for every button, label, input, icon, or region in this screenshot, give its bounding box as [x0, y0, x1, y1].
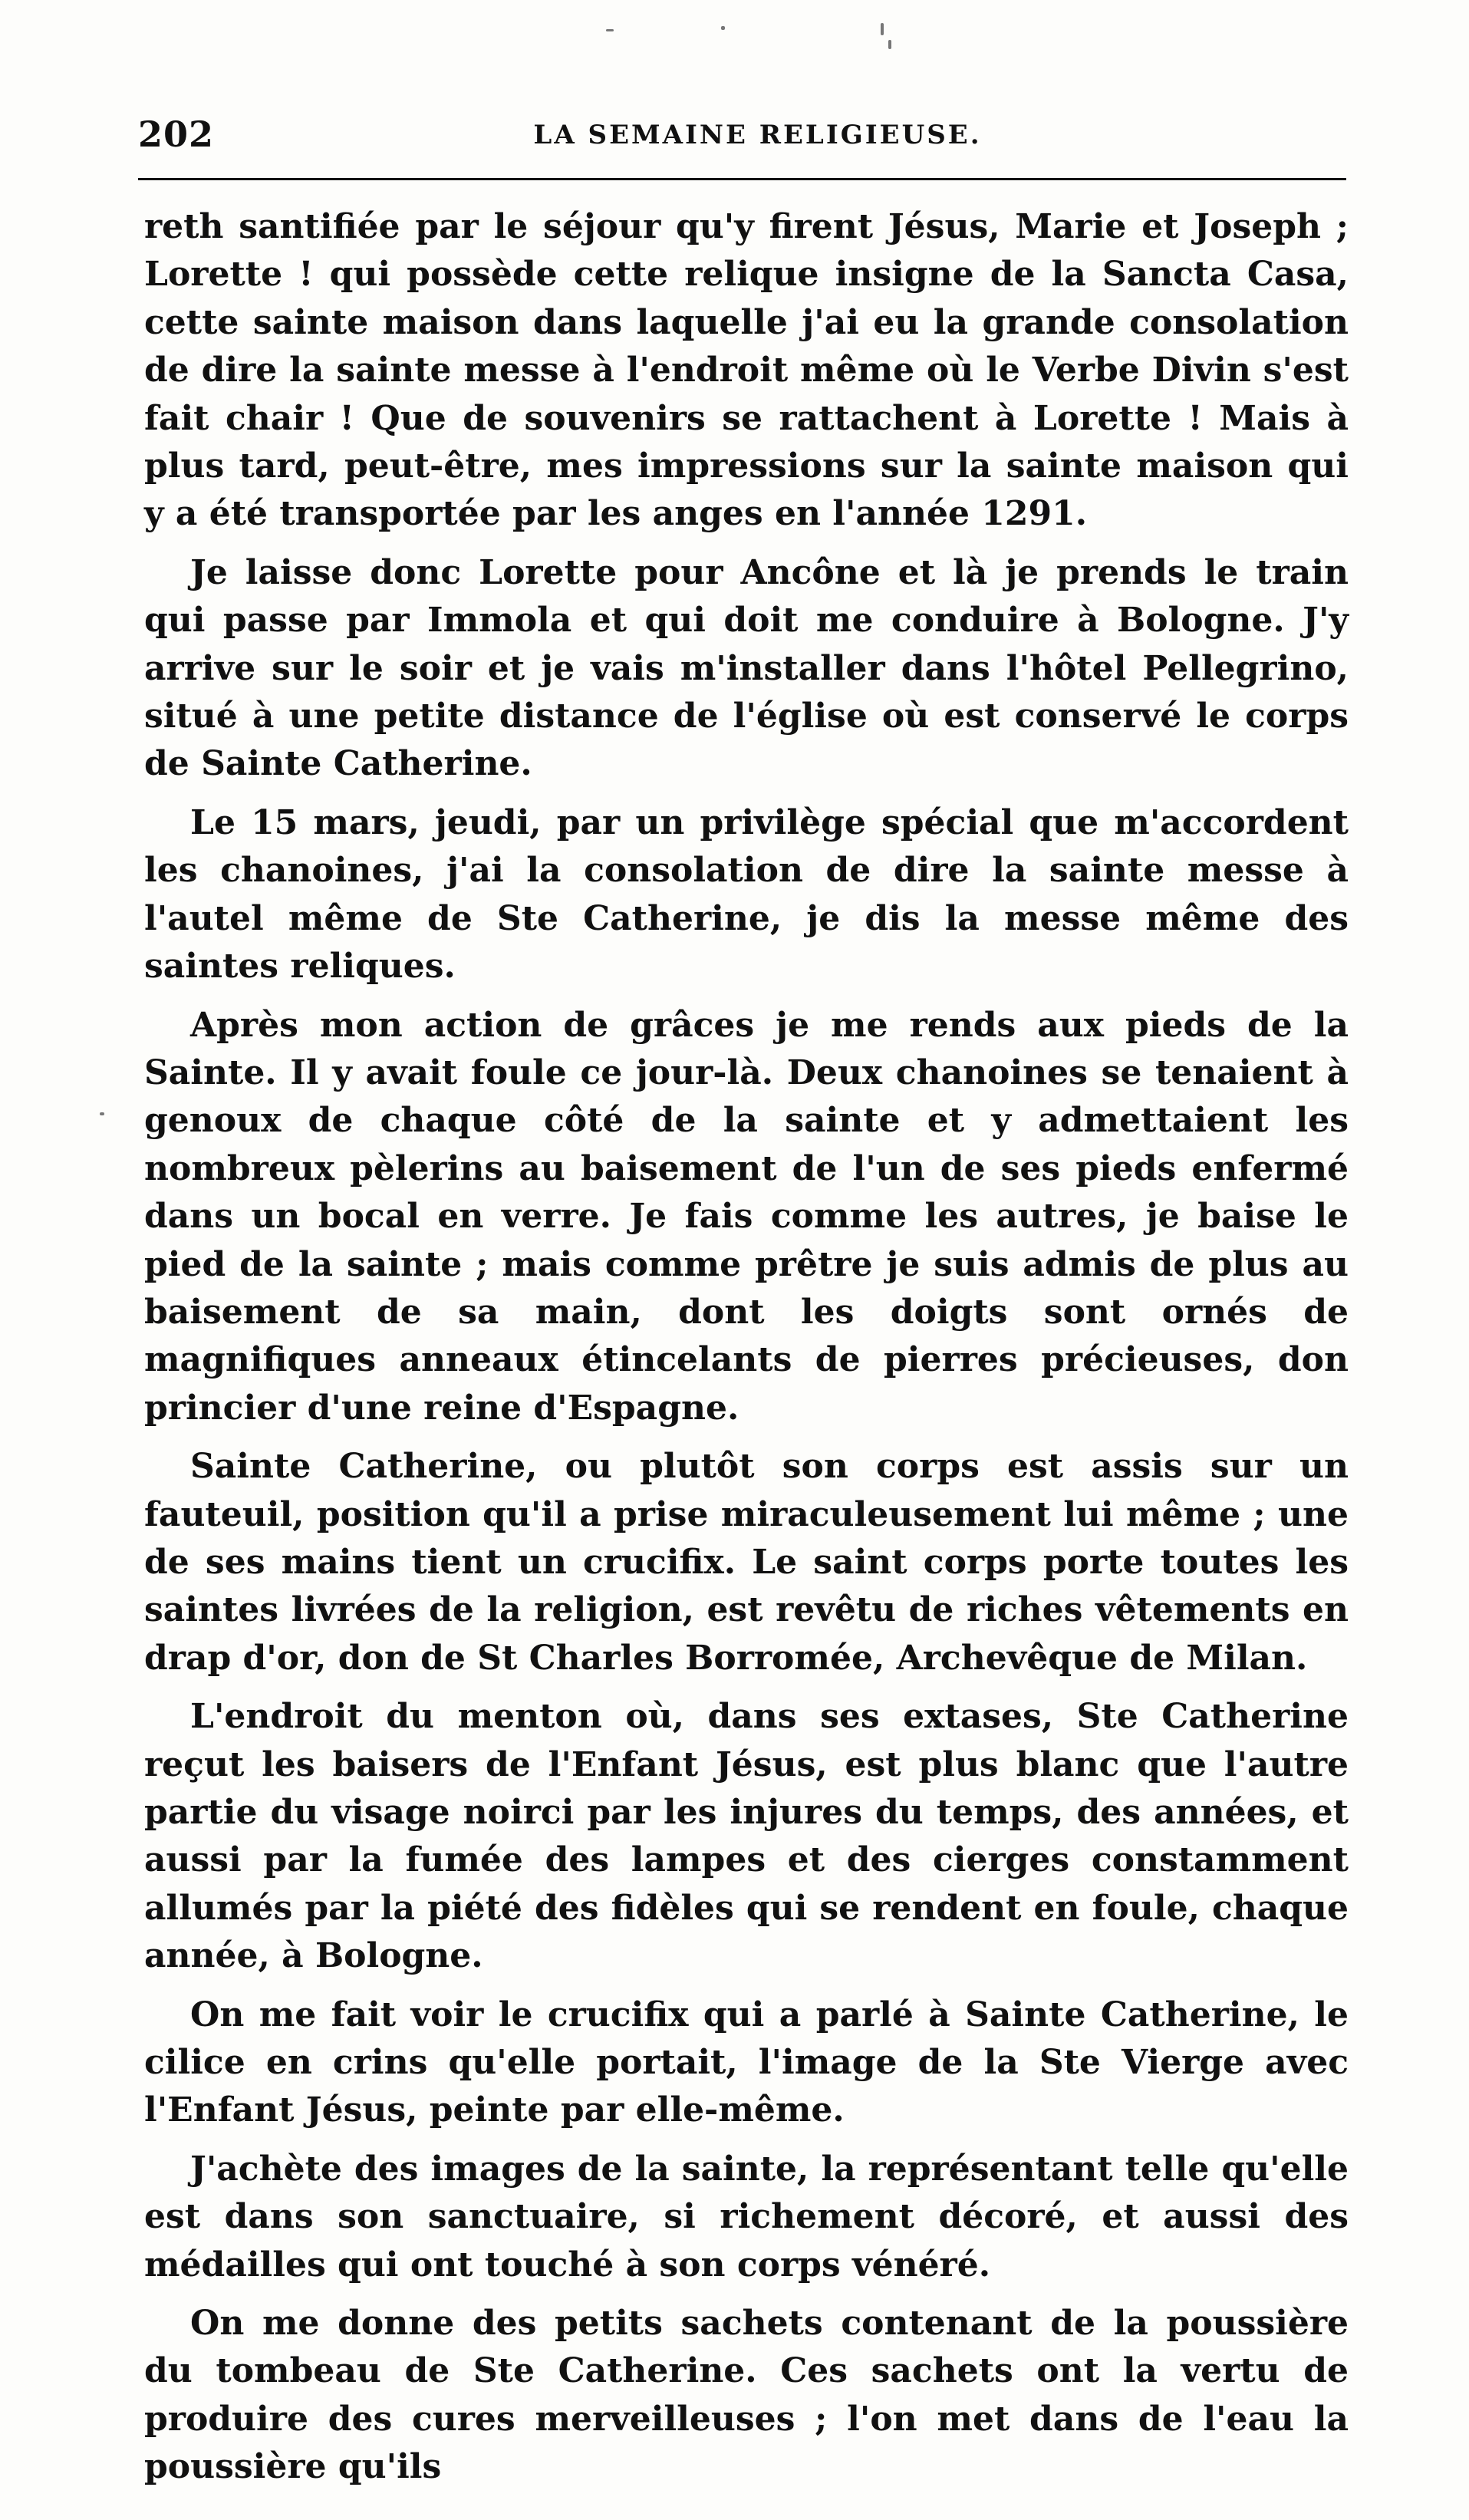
- paragraph: Le 15 mars, jeudi, par un privilège spécial que m'accordent les chanoines, j'ai la consolation de dire la sainte messe à l'autel même de Ste Catherine, je dis la messe même des saintes reliques.: [144, 802, 1349, 987]
- page-header: [138, 114, 1346, 160]
- paragraph: Sainte Catherine, ou plutôt son corps est assis sur un fauteuil, position qu'il a prise miraculeusement lui même ; une de ses mains tient un crucifix. Le saint corps porte toutes les saintes livrées de la religion, est revêtu de riches vêtements en drap d'or, don de St Charles Borromée, Archevêque de Milan.: [144, 1447, 1349, 1678]
- running-head: LA SEMAINE RELIGIEUSE.: [533, 120, 982, 150]
- paragraph: reth santifiée par le séjour qu'y firent Jésus, Marie et Joseph ; Lorette ! qui possède cette relique insigne de la Sancta Casa, cette sainte maison dans laquelle j'ai eu la grande consolation de dire la sainte messe à l'endroit même où le Verbe Divin s'est fait chair ! Que de souvenirs se rattachent à Lorette ! Mais à plus tard, peut-être, mes impressions sur la sainte maison qui y a été transportée par les anges en l'année 1291.: [144, 207, 1349, 534]
- scan-speck: [100, 1112, 104, 1115]
- paragraph: J'achète des images de la sainte, la représentant telle qu'elle est dans son sanctuaire, si richement décoré, et aussi des médailles qui ont touché à son corps vénéré.: [144, 2149, 1349, 2284]
- paragraph: Je laisse donc Lorette pour Ancône et là je prends le train qui passe par Immola et qui doit me conduire à Bologne. J'y arrive sur le soir et je vais m'installer dans l'hôtel Pellegrino, situé à une petite distance de l'église où est conservé le corps de Sainte Catherine.: [144, 552, 1349, 784]
- paragraph: L'endroit du menton où, dans ses extases, Ste Catherine reçut les baisers de l'Enfant Jésus, est plus blanc que l'autre partie du visage noirci par les injures du temps, des années, et aussi par la fumée des lampes et des cierges constamment allumés par la piété des fidèles qui se rendent en foule, chaque année, à Bologne.: [144, 1697, 1349, 1976]
- paragraph: On me fait voir le crucifix qui a parlé à Sainte Catherine, le cilice en crins qu'elle portait, l'image de la Ste Vierge avec l'Enfant Jésus, peinte par elle-même.: [144, 1995, 1349, 2130]
- scan-speck: [888, 40, 891, 49]
- paragraph: Après mon action de grâces je me rends aux pieds de la Sainte. Il y avait foule ce jour-là. Deux chanoines se tenaient à genoux de chaque côté de la sainte et y admettaient les nombreux pèlerins au baisement de l'un de ses pieds enfermé dans un bocal en verre. Je fais comme les autres, je baise le pied de la sainte ; mais comme prêtre je suis admis de plus au baisement de sa main, dont les doigts sont ornés de magnifiques anneaux étincelants de pierres précieuses, don princier d'une reine d'Espagne.: [144, 1005, 1349, 1428]
- scan-speck: [606, 29, 614, 31]
- paragraph: On me donne des petits sachets contenant de la poussière du tombeau de Ste Catherine. Ces sachets ont la vertu de produire des cures merveilleuses ; l'on met dans de l'eau la poussière qu'ils: [144, 2304, 1349, 2487]
- scan-speck: [721, 26, 725, 30]
- header-rule: [138, 178, 1346, 180]
- scan-speck: [881, 23, 884, 35]
- page-number: 202: [138, 114, 215, 155]
- body-text: [144, 203, 1349, 2502]
